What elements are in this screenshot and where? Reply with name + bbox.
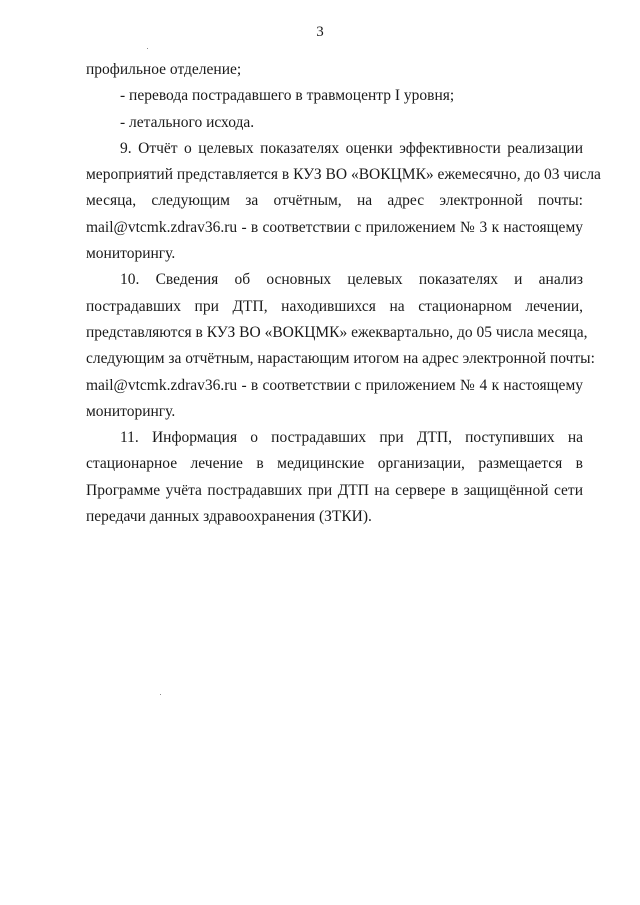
- paragraph-9-line: мероприятий представляется в КУЗ ВО «ВОКЦМК» ежемесячно, до 03 числа: [86, 166, 601, 184]
- paragraph-10: [86, 267, 595, 425]
- list-item-transfer: - перевода пострадавшего в травмоцентр I уровня;: [120, 87, 455, 105]
- paragraph-10-line: пострадавших при ДТП, находившихся на стационарном лечении,: [86, 297, 583, 315]
- paragraph-11: [86, 425, 583, 530]
- paragraph-10-line: mail@vtcmk.zdrav36.ru - в соответствии с приложением № 4 к настоящему: [86, 376, 583, 394]
- paragraph-11-line: Программе учёта пострадавших при ДТП на сервере в защищённой сети: [86, 481, 583, 499]
- scan-speck: [147, 48, 148, 49]
- paragraph-10-line: 10. Сведения об основных целевых показателях и анализ: [120, 271, 583, 289]
- paragraph-9: [86, 136, 601, 267]
- paragraph-11-line: 11. Информация о пострадавших при ДТП, поступивших на: [120, 429, 583, 447]
- paragraph-11-line: стационарное лечение в медицинские организации, размещается в: [86, 455, 583, 473]
- paragraph-9-line: мониторингу.: [86, 245, 176, 263]
- paragraph-9-line: месяца, следующим за отчётным, на адрес электронной почты:: [86, 192, 583, 210]
- paragraph-10-line: мониторингу.: [86, 402, 176, 420]
- scan-speck: [160, 694, 161, 695]
- paragraph-9-line: 9. Отчёт о целевых показателях оценки эффективности реализации: [120, 139, 583, 157]
- paragraph-10-line: следующим за отчётным, нарастающим итогом на адрес электронной почты:: [86, 350, 595, 368]
- paragraph-9-line: mail@vtcmk.zdrav36.ru - в соответствии с приложением № 3 к настоящему: [86, 218, 583, 236]
- page-number: 3: [316, 24, 324, 40]
- document-body: [86, 57, 601, 530]
- paragraph-11-line: передачи данных здравоохранения (ЗТКИ).: [86, 508, 372, 526]
- paragraph-10-line: представляются в КУЗ ВО «ВОКЦМК» ежеквартально, до 05 числа месяца,: [86, 323, 588, 341]
- paragraph-intro: профильное отделение;: [86, 61, 242, 78]
- list-item-lethal: - летального исхода.: [120, 113, 255, 131]
